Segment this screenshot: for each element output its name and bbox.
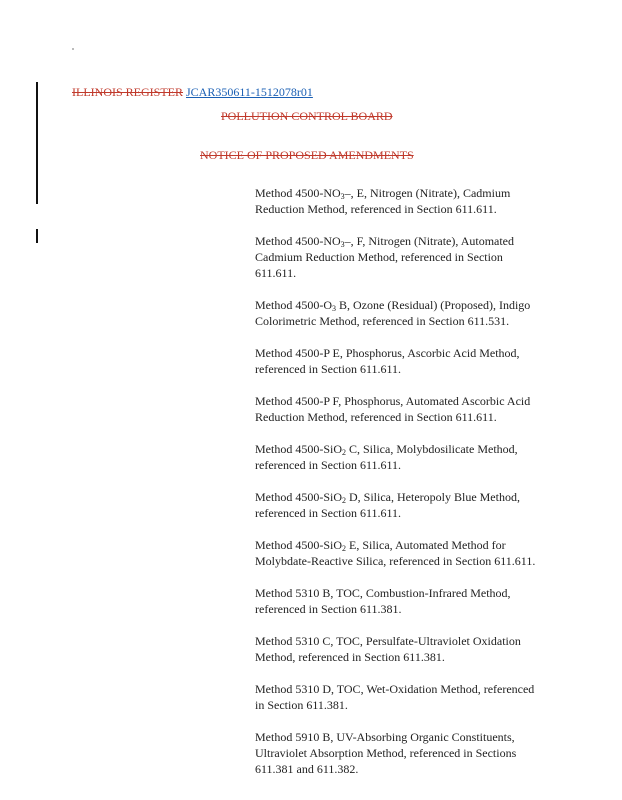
method-entry-line — [255, 649, 555, 665]
subscript-text: 3 — [332, 304, 336, 313]
method-entry-line — [255, 345, 555, 361]
method-entry-line — [255, 537, 555, 553]
method-entry-line — [255, 393, 555, 409]
method-entry-line — [255, 697, 555, 713]
method-text: Method 5910 B, UV-Absorbing Organic Constituents, — [255, 730, 515, 744]
method-entry — [255, 681, 555, 713]
subscript-text: 2 — [342, 448, 346, 457]
method-text: Ultraviolet Absorption Method, referenced in Sections — [255, 746, 517, 760]
subscript-text: 2 — [342, 544, 346, 553]
method-entry — [255, 537, 555, 569]
method-entry — [255, 185, 555, 217]
method-text: Cadmium Reduction Method, referenced in Section — [255, 250, 503, 264]
method-entry-line — [255, 297, 555, 313]
method-text: 611.381 and 611.382. — [255, 762, 359, 776]
method-entry-line — [255, 409, 555, 425]
method-entry — [255, 489, 555, 521]
method-entry-line — [255, 265, 555, 281]
method-entry-line — [255, 761, 555, 777]
method-entry-line — [255, 681, 555, 697]
subscript-text: 3 — [340, 192, 345, 201]
method-entry-line — [255, 313, 555, 329]
method-text: referenced in Section 611.611. — [255, 458, 402, 472]
method-entry-line — [255, 729, 555, 745]
method-entry — [255, 297, 555, 329]
method-text: referenced in Section 611.381. — [255, 602, 402, 616]
method-text: referenced in Section 611.611. — [255, 506, 402, 520]
notice-heading: NOTICE OF PROPOSED AMENDMENTS — [200, 148, 414, 162]
method-entry-line — [255, 201, 555, 217]
subscript-text: 2 — [342, 496, 346, 505]
method-entry — [255, 585, 555, 617]
method-text: Colorimetric Method, referenced in Section 611.531. — [255, 314, 510, 328]
method-entry — [255, 393, 555, 425]
method-text: –, E, Nitrogen (Nitrate), Cadmium — [344, 186, 511, 200]
method-list — [255, 185, 555, 793]
method-entry-line — [255, 249, 555, 265]
method-entry-line — [255, 441, 555, 457]
method-entry-line — [255, 633, 555, 649]
method-text: Method 4500-O — [255, 298, 332, 312]
register-line — [72, 85, 313, 100]
change-bar — [36, 229, 38, 243]
method-text: Method 4500-NO — [255, 234, 341, 248]
method-entry — [255, 633, 555, 665]
subscript-text: 3 — [340, 240, 345, 249]
method-entry-line — [255, 745, 555, 761]
method-entry-line — [255, 601, 555, 617]
method-entry-line — [255, 585, 555, 601]
method-text: Molybdate-Reactive Silica, referenced in Section 611.611. — [255, 554, 536, 568]
method-text: D, Silica, Heteropoly Blue Method, — [346, 490, 520, 504]
method-entry-line — [255, 457, 555, 473]
method-text: Method 4500-SiO — [255, 490, 342, 504]
method-text: referenced in Section 611.611. — [255, 362, 402, 376]
method-text: Method 4500-NO — [255, 186, 341, 200]
method-entry-line — [255, 361, 555, 377]
method-entry — [255, 233, 555, 281]
method-entry — [255, 345, 555, 377]
method-text: C, Silica, Molybdosilicate Method, — [346, 442, 518, 456]
change-bar — [36, 82, 38, 204]
board-heading: POLLUTION CONTROL BOARD — [221, 109, 393, 123]
method-entry-line — [255, 489, 555, 505]
method-entry — [255, 441, 555, 473]
register-struck-text: ILLINOIS REGISTER — [72, 85, 183, 99]
method-entry — [255, 729, 555, 777]
method-entry-line — [255, 233, 555, 249]
method-text: E, Silica, Automated Method for — [346, 538, 506, 552]
method-text: Reduction Method, referenced in Section 611.611. — [255, 202, 497, 216]
method-text: Method 5310 D, TOC, Wet-Oxidation Method, referenced — [255, 682, 535, 696]
method-text: 611.611. — [255, 266, 297, 280]
register-inserted-text: JCAR350611-1512078r01 — [186, 85, 313, 99]
method-text: Method 4500-SiO — [255, 442, 342, 456]
scan-speck — [72, 48, 74, 50]
method-text: Method, referenced in Section 611.381. — [255, 650, 445, 664]
method-entry-line — [255, 553, 555, 569]
method-entry-line — [255, 185, 555, 201]
method-text: Method 4500-P F, Phosphorus, Automated Ascorbic Acid — [255, 394, 531, 408]
method-text: Method 5310 B, TOC, Combustion-Infrared Method, — [255, 586, 511, 600]
method-text: in Section 611.381. — [255, 698, 348, 712]
method-text: B, Ozone (Residual) (Proposed), Indigo — [336, 298, 531, 312]
method-text: Method 4500-SiO — [255, 538, 342, 552]
method-text: Method 4500-P E, Phosphorus, Ascorbic Acid Method, — [255, 346, 520, 360]
method-entry-line — [255, 505, 555, 521]
method-text: Method 5310 C, TOC, Persulfate-Ultraviolet Oxidation — [255, 634, 521, 648]
method-text: Reduction Method, referenced in Section 611.611. — [255, 410, 497, 424]
method-text: –, F, Nitrogen (Nitrate), Automated — [344, 234, 515, 248]
